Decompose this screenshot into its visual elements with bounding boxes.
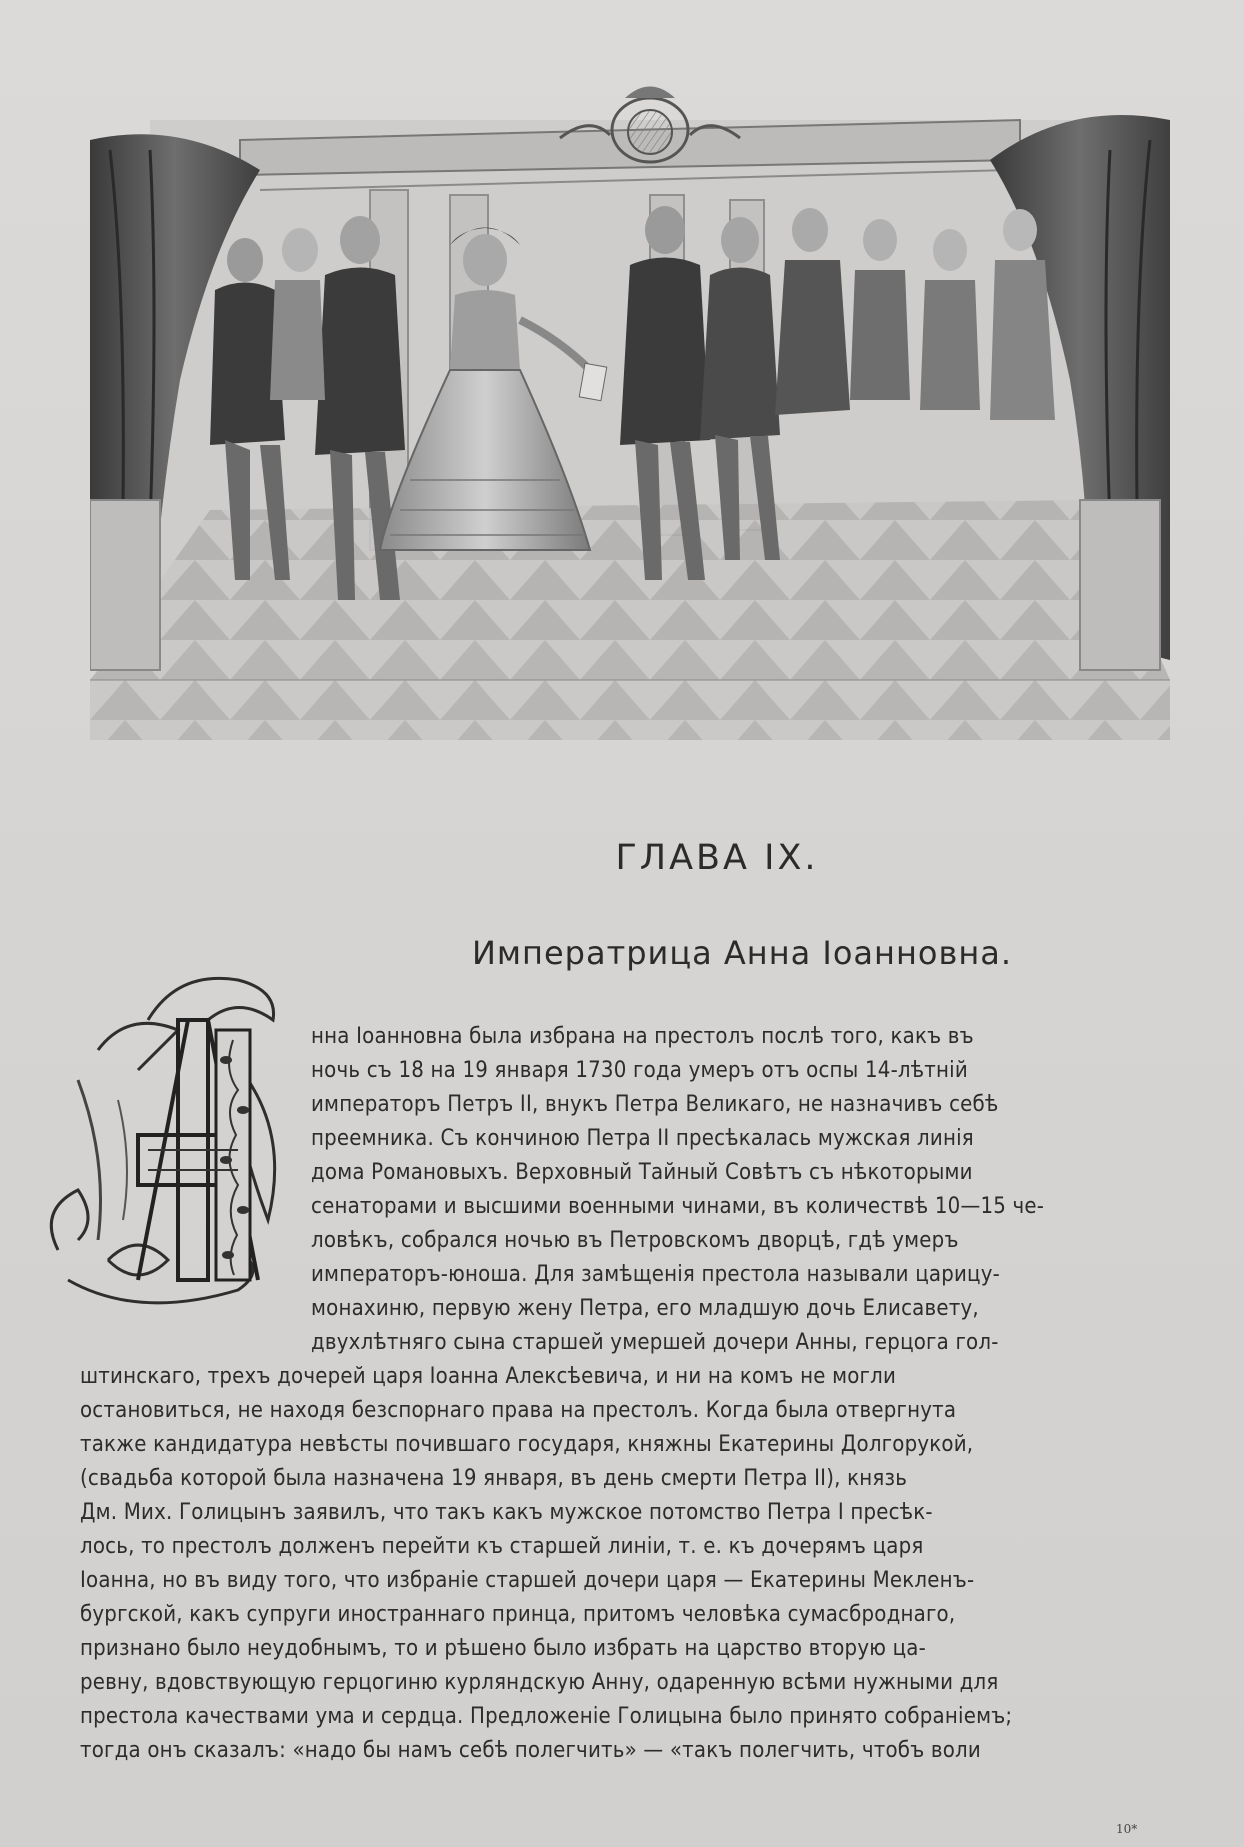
body-line: признано было неудобнымъ, то и рѣшено было избрать на царство вторую ца- — [80, 1636, 926, 1661]
chapter-title: Императрица Анна Іоанновна. — [471, 934, 1013, 972]
chapter-heading: ГЛАВА IX. — [615, 838, 819, 878]
page-number: 10* — [1116, 1822, 1138, 1836]
body-line: сенаторами и высшими военными чинами, въ количествѣ 10—15 че- — [311, 1194, 1045, 1219]
body-line: ночь съ 18 на 19 января 1730 года умеръ отъ оспы 14-лѣтній — [311, 1058, 968, 1083]
body-line: дома Романовыхъ. Верховный Тайный Совѣтъ съ нѣкоторыми — [311, 1160, 973, 1185]
body-line: также кандидатура невѣсты почившаго государя, княжны Екатерины Долгорукой, — [80, 1432, 974, 1457]
body-line: остановиться, не находя безспорнаго права на престолъ. Когда была отвергнута — [80, 1398, 957, 1423]
body-line: ловѣкъ, собрался ночью въ Петровскомъ дворцѣ, гдѣ умеръ — [311, 1228, 959, 1253]
body-line: тогда онъ сказалъ: «надо бы намъ себѣ полегчить» — «такъ полегчить, чтобъ воли — [80, 1738, 981, 1763]
body-line: преемника. Съ кончиною Петра II пресѣкалась мужская линія — [311, 1126, 974, 1151]
body-line: лось, то престолъ долженъ перейти къ старшей линіи, т. е. къ дочерямъ царя — [80, 1534, 924, 1559]
body-line: императоръ-юноша. Для замѣщенія престола называли царицу- — [311, 1262, 1000, 1287]
body-line: монахиню, первую жену Петра, его младшую дочь Елисавету, — [311, 1296, 979, 1321]
body-line: бургской, какъ супруги иностраннаго принца, притомъ человѣка сумасброднаго, — [80, 1602, 956, 1627]
body-line: Дм. Мих. Голицынъ заявилъ, что такъ какъ мужское потомство Петра I пресѣк- — [80, 1500, 933, 1525]
body-line: штинскаго, трехъ дочерей царя Іоанна Алексѣевича, и ни на комъ не могли — [80, 1364, 897, 1389]
body-line: императоръ Петръ II, внукъ Петра Великаго, не назначивъ себѣ — [311, 1092, 999, 1117]
engraving-court-scene-icon — [90, 80, 1170, 740]
body-line: двухлѣтняго сына старшей умершей дочери Анны, герцога гол- — [311, 1330, 999, 1355]
body-line: Іоанна, но въ виду того, что избраніе старшей дочери царя — Екатерины Мекленъ- — [80, 1568, 975, 1593]
body-line: нна Іоанновна была избрана на престолъ послѣ того, какъ въ — [311, 1024, 974, 1049]
ornate-initial-letter-icon — [38, 960, 300, 1320]
body-line: (свадьба которой была назначена 19 января, въ день смерти Петра II), князь — [80, 1466, 908, 1491]
body-line: ревну, вдовствующую герцогиню курляндскую Анну, одаренную всѣми нужными для — [80, 1670, 999, 1695]
body-line: престола качествами ума и сердца. Предложеніе Голицына было принято собраніемъ; — [80, 1704, 1013, 1729]
